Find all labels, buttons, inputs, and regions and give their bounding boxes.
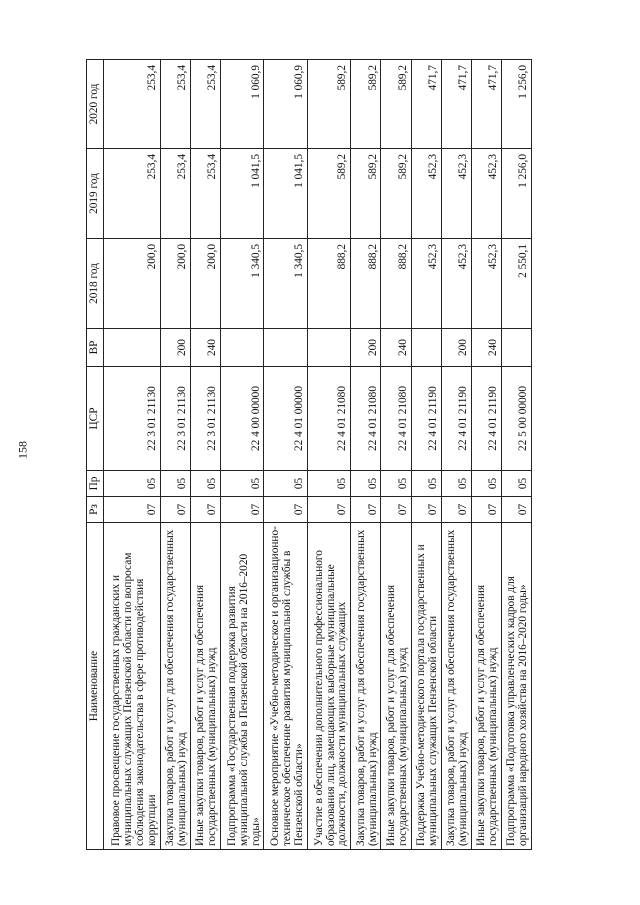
cell-pr: 05 [307, 471, 350, 497]
cell-name: Подпрограмма «Государственная поддержка развития муниципальной службы в Пензенской области на 2016–2020 годы» [220, 523, 263, 850]
cell-vr: 200 [441, 329, 471, 367]
cell-pr: 05 [264, 471, 307, 497]
cell-name: Иные закупки товаров, работ и услуг для обеспечения государственных (муниципальных) нужд [381, 523, 411, 850]
cell-csr: 22 3 01 21130 [103, 367, 160, 471]
cell-2018: 1 340,5 [264, 239, 307, 329]
cell-csr: 22 3 01 21130 [160, 367, 190, 471]
cell-2019: 1 041,5 [220, 149, 263, 239]
cell-2019: 1 256,0 [501, 149, 531, 239]
cell-pr: 05 [160, 471, 190, 497]
cell-pr: 05 [381, 471, 411, 497]
table-row [103, 60, 160, 850]
header-row [87, 60, 104, 850]
cell-2018: 452,3 [411, 239, 441, 329]
header-vr: ВР [87, 329, 104, 367]
table-row [264, 60, 307, 850]
cell-csr: 22 4 01 21080 [381, 367, 411, 471]
cell-rz: 07 [381, 497, 411, 523]
cell-2019: 452,3 [441, 149, 471, 239]
cell-2020: 253,4 [103, 60, 160, 149]
cell-2019: 589,2 [381, 149, 411, 239]
cell-csr: 22 5 00 00000 [501, 367, 531, 471]
cell-csr: 22 4 01 21190 [411, 367, 441, 471]
table-row [411, 60, 441, 850]
header-name: Наименование [87, 523, 104, 850]
cell-2020: 589,2 [351, 60, 381, 149]
cell-2020: 471,7 [471, 60, 501, 149]
cell-rz: 07 [501, 497, 531, 523]
cell-rz: 07 [220, 497, 263, 523]
cell-csr: 22 4 01 21080 [351, 367, 381, 471]
cell-rz: 07 [160, 497, 190, 523]
cell-vr [501, 329, 531, 367]
table-row [501, 60, 531, 850]
cell-2018: 888,2 [381, 239, 411, 329]
header-2020: 2020 год [87, 60, 104, 149]
header-rz: Рз [87, 497, 104, 523]
cell-name: Закупка товаров, работ и услуг для обеспечения государственных (муниципальных) нужд [351, 523, 381, 850]
header-2018: 2018 год [87, 239, 104, 329]
header-2019: 2019 год [87, 149, 104, 239]
cell-vr [411, 329, 441, 367]
cell-name: Подпрограмма «Подготовка управленческих кадров для организаций народного хозяйства на 2016–2020 годы» [501, 523, 531, 850]
table-body [103, 60, 531, 850]
cell-vr [307, 329, 350, 367]
cell-name: Правовое просвещение государственных гражданских и муниципальных служащих Пензенской области по вопросам соблюдения законодательства в сфере противодействия коррупции [103, 523, 160, 850]
cell-2018: 200,0 [103, 239, 160, 329]
cell-csr: 22 4 01 21190 [441, 367, 471, 471]
cell-rz: 07 [307, 497, 350, 523]
cell-2018: 452,3 [471, 239, 501, 329]
cell-2019: 452,3 [471, 149, 501, 239]
cell-2018: 888,2 [351, 239, 381, 329]
cell-2020: 253,4 [160, 60, 190, 149]
cell-2020: 1 256,0 [501, 60, 531, 149]
cell-2019: 253,4 [103, 149, 160, 239]
table-row [381, 60, 411, 850]
cell-2018: 2 550,1 [501, 239, 531, 329]
cell-2019: 452,3 [411, 149, 441, 239]
cell-csr: 22 4 01 21190 [471, 367, 501, 471]
cell-pr: 05 [501, 471, 531, 497]
cell-2018: 452,3 [441, 239, 471, 329]
cell-rz: 07 [411, 497, 441, 523]
cell-rz: 07 [103, 497, 160, 523]
cell-pr: 05 [190, 471, 220, 497]
cell-2020: 589,2 [307, 60, 350, 149]
cell-2019: 253,4 [160, 149, 190, 239]
cell-name: Основное мероприятие «Учебно-методическое и организационно-техническое обеспечение развития муниципальной службы в Пензенской области» [264, 523, 307, 850]
cell-2019: 253,4 [190, 149, 220, 239]
cell-2020: 1 060,9 [264, 60, 307, 149]
cell-vr: 240 [190, 329, 220, 367]
budget-table [86, 59, 532, 850]
cell-name: Иные закупки товаров, работ и услуг для обеспечения государственных (муниципальных) нужд [190, 523, 220, 850]
header-pr: Пр [87, 471, 104, 497]
table-row [160, 60, 190, 850]
cell-vr: 240 [381, 329, 411, 367]
cell-2018: 200,0 [190, 239, 220, 329]
cell-csr: 22 4 01 21080 [307, 367, 350, 471]
cell-csr: 22 3 01 21130 [190, 367, 220, 471]
table-row [220, 60, 263, 850]
header-csr: ЦСР [87, 367, 104, 471]
table-row [351, 60, 381, 850]
cell-name: Закупка товаров, работ и услуг для обеспечения государственных (муниципальных) нужд [441, 523, 471, 850]
cell-pr: 05 [103, 471, 160, 497]
cell-rz: 07 [264, 497, 307, 523]
cell-2018: 200,0 [160, 239, 190, 329]
cell-2018: 1 340,5 [220, 239, 263, 329]
cell-2020: 471,7 [411, 60, 441, 149]
table-row [441, 60, 471, 850]
cell-vr [220, 329, 263, 367]
table-row [471, 60, 501, 850]
cell-csr: 22 4 01 00000 [264, 367, 307, 471]
cell-2020: 471,7 [441, 60, 471, 149]
cell-2020: 1 060,9 [220, 60, 263, 149]
cell-rz: 07 [441, 497, 471, 523]
cell-name: Участие в обеспечении дополнительного профессионального образования лиц, замещающих выборные муниципальные должности, должности муниципальных служащих [307, 523, 350, 850]
cell-pr: 05 [471, 471, 501, 497]
cell-2019: 589,2 [307, 149, 350, 239]
cell-2019: 589,2 [351, 149, 381, 239]
cell-rz: 07 [471, 497, 501, 523]
cell-vr [103, 329, 160, 367]
cell-vr: 240 [471, 329, 501, 367]
cell-name: Закупка товаров, работ и услуг для обеспечения государственных (муниципальных) нужд [160, 523, 190, 850]
cell-2020: 253,4 [190, 60, 220, 149]
cell-2018: 888,2 [307, 239, 350, 329]
cell-vr [264, 329, 307, 367]
table-row [190, 60, 220, 850]
cell-name: Иные закупки товаров, работ и услуг для обеспечения государственных (муниципальных) нужд [471, 523, 501, 850]
cell-vr: 200 [351, 329, 381, 367]
cell-2019: 1 041,5 [264, 149, 307, 239]
cell-pr: 05 [220, 471, 263, 497]
cell-pr: 05 [351, 471, 381, 497]
cell-csr: 22 4 00 00000 [220, 367, 263, 471]
cell-vr: 200 [160, 329, 190, 367]
cell-pr: 05 [441, 471, 471, 497]
page-number: 158 [15, 441, 30, 459]
cell-pr: 05 [411, 471, 441, 497]
budget-table-rotated [86, 60, 532, 850]
table-row [307, 60, 350, 850]
cell-2020: 589,2 [381, 60, 411, 149]
cell-name: Поддержка Учебно-методического портала государственных и муниципальных служащих Пензенской области [411, 523, 441, 850]
cell-rz: 07 [190, 497, 220, 523]
cell-rz: 07 [351, 497, 381, 523]
